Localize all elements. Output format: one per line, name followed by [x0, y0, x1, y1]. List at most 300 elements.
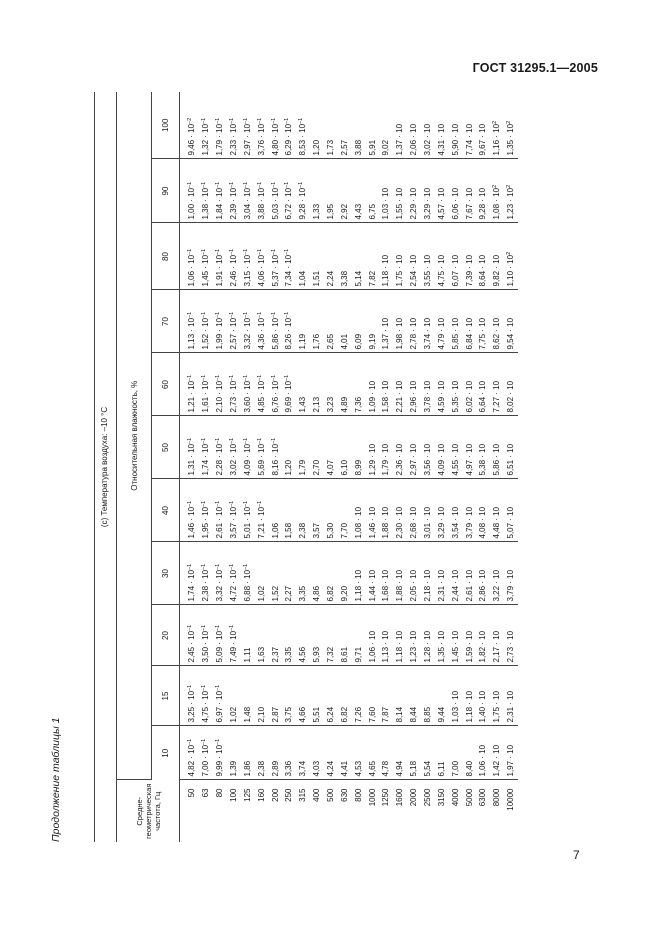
attenuation-value-cell: 1,79: [296, 416, 310, 479]
attenuation-value-cell: 8,85: [421, 666, 435, 726]
attenuation-value-cell: 2,06 · 10: [407, 92, 421, 159]
attenuation-value-cell: 8,02 · 10: [504, 353, 518, 416]
attenuation-value-cell: 5,51: [310, 666, 324, 726]
attenuation-value-cell: 1,55 · 10: [393, 159, 407, 223]
attenuation-value-cell: 6,11: [435, 726, 449, 780]
attenuation-value-cell: 2,86 · 10: [476, 542, 490, 605]
attenuation-value-cell: $2,39 \cdot 10^{-1}$: [227, 159, 241, 223]
attenuation-value-cell: 6,02 · 10: [462, 353, 476, 416]
attenuation-value-cell: $5,37 \cdot 10^{-1}$: [268, 223, 282, 290]
attenuation-value-cell: $1,10 \cdot 10^2$: [504, 223, 518, 290]
attenuation-value-cell: 1,88 · 10: [379, 479, 393, 542]
table-row: [407, 92, 421, 842]
frequency-cell: 400: [312, 788, 322, 802]
attenuation-value-cell: 1,42 · 10: [490, 726, 504, 780]
table-row: [310, 92, 324, 842]
attenuation-value-cell: 2,87: [268, 666, 282, 726]
attenuation-value-cell: $1,31 \cdot 10^{-1}$: [180, 416, 199, 479]
attenuation-value-cell: 3,36: [282, 726, 296, 780]
attenuation-value-cell: $6,97 \cdot 10^{-1}$: [213, 666, 227, 726]
attenuation-value-cell: 6,10: [338, 416, 352, 479]
table-row: [379, 92, 393, 842]
attenuation-value-cell: 4,66: [296, 666, 310, 726]
attenuation-value-cell: 8,99: [351, 416, 365, 479]
attenuation-value-cell: 4,07: [324, 416, 338, 479]
attenuation-value-cell: 1,88 · 10: [393, 542, 407, 605]
attenuation-value-cell: $1,21 \cdot 10^{-1}$: [180, 353, 199, 416]
attenuation-value-cell: 4,59 · 10: [435, 353, 449, 416]
attenuation-value-cell: 6,06 · 10: [448, 159, 462, 223]
attenuation-value-cell: 2,61 · 10: [462, 542, 476, 605]
attenuation-value-cell: $5,01 \cdot 10^{-1}$: [241, 479, 255, 542]
attenuation-value-cell: 7,75 · 10: [476, 290, 490, 353]
attenuation-value-cell: 6,24: [324, 666, 338, 726]
attenuation-value-cell: 4,65: [365, 726, 379, 780]
frequency-cell: 630: [339, 788, 349, 802]
attenuation-value-cell: $9,99 \cdot 10^{-1}$: [213, 726, 227, 780]
attenuation-value-cell: $3,76 \cdot 10^{-1}$: [254, 92, 268, 159]
frequency-cell: 63: [201, 788, 211, 798]
attenuation-value-cell: 1,46 · 10: [365, 479, 379, 542]
attenuation-value-cell: 1,28 · 10: [421, 605, 435, 666]
frequency-cell: 6300: [478, 788, 488, 807]
attenuation-value-cell: 4,43: [351, 159, 365, 223]
table-row: [462, 92, 476, 842]
attenuation-value-cell: $1,45 \cdot 10^{-1}$: [199, 223, 213, 290]
attenuation-value-cell: 1,33: [310, 159, 324, 223]
attenuation-value-cell: 6,82: [324, 542, 338, 605]
attenuation-value-cell: 1,79 · 10: [379, 416, 393, 479]
attenuation-value-cell: 5,14: [351, 223, 365, 290]
attenuation-value-cell: 1,63: [254, 605, 268, 666]
table-row: [448, 92, 462, 842]
attenuation-value-cell: 1,97 · 10: [504, 726, 518, 780]
frequency-cell: 80: [215, 788, 225, 798]
frequency-cell: 200: [270, 788, 280, 802]
frequency-cell: 2000: [409, 788, 419, 807]
attenuation-value-cell: 1,20: [282, 416, 296, 479]
attenuation-value-cell: $1,32 \cdot 10^{-1}$: [199, 92, 213, 159]
frequency-cell: 50: [180, 780, 199, 842]
attenuation-value-cell: 9,67 · 10: [476, 92, 490, 159]
attenuation-value-cell: 4,53: [351, 726, 365, 780]
attenuation-value-cell: 3,35: [296, 542, 310, 605]
attenuation-value-cell: $4,80 \cdot 10^{-1}$: [268, 92, 282, 159]
attenuation-value-cell: 6,82: [338, 666, 352, 726]
table-row: [324, 92, 338, 842]
attenuation-value-cell: 7,67 · 10: [462, 159, 476, 223]
attenuation-value-cell: 6,75: [365, 159, 379, 223]
attenuation-value-cell: $6,76 \cdot 10^{-1}$: [268, 353, 282, 416]
humidity-value-header: 100: [152, 92, 180, 159]
attenuation-value-cell: 9,19: [365, 290, 379, 353]
attenuation-value-cell: 2,37: [268, 605, 282, 666]
attenuation-value-cell: 1,76: [310, 290, 324, 353]
attenuation-value-cell: 2,96 · 10: [407, 353, 421, 416]
humidity-value-header: 80: [152, 223, 180, 290]
attenuation-value-cell: 1,40 · 10: [476, 666, 490, 726]
attenuation-value-cell: $6,88 \cdot 10^{-1}$: [241, 542, 255, 605]
attenuation-value-cell: 8,14: [393, 666, 407, 726]
frequency-cell: 1250: [381, 788, 391, 807]
attenuation-value-cell: 1,68 · 10: [379, 542, 393, 605]
attenuation-value-cell: 1,37 · 10: [379, 290, 393, 353]
attenuation-value-cell: $1,16 \cdot 10^2$: [490, 92, 504, 159]
attenuation-value-cell: $5,09 \cdot 10^{-1}$: [213, 605, 227, 666]
attenuation-value-cell: $1,38 \cdot 10^{-1}$: [199, 159, 213, 223]
attenuation-value-cell: 1,18 · 10: [393, 605, 407, 666]
attenuation-value-cell: 4,41: [338, 726, 352, 780]
attenuation-value-cell: 1,06 · 10: [476, 726, 490, 780]
table-row: [490, 92, 504, 842]
attenuation-value-cell: 5,93: [310, 605, 324, 666]
attenuation-value-cell: 3,54 · 10: [448, 479, 462, 542]
attenuation-value-cell: 9,20: [338, 542, 352, 605]
attenuation-value-cell: 7,00: [448, 726, 462, 780]
page-number: 7: [573, 848, 580, 862]
attenuation-value-cell: 6,84 · 10: [462, 290, 476, 353]
attenuation-value-cell: 1,02: [227, 666, 241, 726]
attenuation-value-cell: 2,57: [338, 92, 352, 159]
attenuation-value-cell: $8,26 \cdot 10^{-1}$: [282, 290, 296, 353]
attenuation-value-cell: $4,06 \cdot 10^{-1}$: [254, 223, 268, 290]
attenuation-value-cell: 3,23: [324, 353, 338, 416]
attenuation-value-cell: 4,31 · 10: [435, 92, 449, 159]
attenuation-value-cell: 1,48: [241, 666, 255, 726]
attenuation-value-cell: 1,03 · 10: [379, 159, 393, 223]
attenuation-value-cell: $1,61 \cdot 10^{-1}$: [199, 353, 213, 416]
attenuation-value-cell: $5,69 \cdot 10^{-1}$: [254, 416, 268, 479]
attenuation-value-cell: 1,03 · 10: [448, 666, 462, 726]
attenuation-value-cell: 1,06 · 10: [365, 605, 379, 666]
attenuation-value-cell: $9,69 \cdot 10^{-1}$: [282, 353, 296, 416]
attenuation-value-cell: $1,74 \cdot 10^{-1}$: [180, 542, 199, 605]
attenuation-value-cell: $4,82 \cdot 10^{-1}$: [180, 726, 199, 780]
attenuation-value-cell: 1,13 · 10: [379, 605, 393, 666]
attenuation-value-cell: 9,44: [435, 666, 449, 726]
attenuation-value-cell: 5,18: [407, 726, 421, 780]
attenuation-value-cell: 4,78: [379, 726, 393, 780]
frequency-cell: 2500: [422, 788, 432, 807]
attenuation-value-cell: 4,97 · 10: [462, 416, 476, 479]
attenuation-value-cell: 8,44: [407, 666, 421, 726]
table-row: [421, 92, 435, 842]
attenuation-value-cell: $3,02 \cdot 10^{-1}$: [227, 416, 241, 479]
attenuation-value-cell: 7,27 · 10: [490, 353, 504, 416]
table-row: [296, 92, 310, 842]
table-row: [227, 92, 241, 842]
frequency-cell: 500: [325, 788, 335, 802]
attenuation-value-cell: 1,43: [296, 353, 310, 416]
attenuation-value-cell: 1,18 · 10: [379, 223, 393, 290]
attenuation-value-cell: $2,10 \cdot 10^{-1}$: [213, 353, 227, 416]
attenuation-value-cell: 1,98 · 10: [393, 290, 407, 353]
attenuation-value-cell: 7,74 · 10: [462, 92, 476, 159]
attenuation-value-cell: 7,82: [365, 223, 379, 290]
attenuation-value-cell: 2,68 · 10: [407, 479, 421, 542]
attenuation-value-cell: 1,11: [241, 605, 255, 666]
frequency-cell: 3150: [436, 788, 446, 807]
attenuation-value-cell: 2,73 · 10: [504, 605, 518, 666]
table-row: [504, 92, 518, 842]
attenuation-value-cell: $3,32 \cdot 10^{-1}$: [241, 290, 255, 353]
attenuation-value-cell: 5,07 · 10: [504, 479, 518, 542]
frequency-header-cell: Средне-геометрическая частота, Гц: [116, 780, 179, 842]
attenuation-value-cell: $2,33 \cdot 10^{-1}$: [227, 92, 241, 159]
attenuation-value-cell: $4,72 \cdot 10^{-1}$: [227, 542, 241, 605]
attenuation-value-cell: 3,22 · 10: [490, 542, 504, 605]
attenuation-value-cell: 2,54 · 10: [407, 223, 421, 290]
attenuation-value-cell: 4,94: [393, 726, 407, 780]
attenuation-value-cell: $2,46 \cdot 10^{-1}$: [227, 223, 241, 290]
frequency-cell: 160: [256, 788, 266, 802]
frequency-cell: 800: [353, 788, 363, 802]
attenuation-value-cell: $1,91 \cdot 10^{-1}$: [213, 223, 227, 290]
frequency-cell: 250: [284, 788, 294, 802]
attenuation-value-cell: 7,39 · 10: [462, 223, 476, 290]
absorption-table: [94, 92, 518, 842]
attenuation-value-cell: $2,97 \cdot 10^{-1}$: [241, 92, 255, 159]
attenuation-value-cell: $7,49 \cdot 10^{-1}$: [227, 605, 241, 666]
attenuation-value-cell: $2,28 \cdot 10^{-1}$: [213, 416, 227, 479]
document-code: ГОСТ 31295.1—2005: [472, 61, 598, 75]
attenuation-value-cell: 3,75: [282, 666, 296, 726]
attenuation-value-cell: 3,78 · 10: [421, 353, 435, 416]
attenuation-value-cell: 1,75 · 10: [490, 666, 504, 726]
table-caption: (с) Температура воздуха: –10 °С: [100, 406, 110, 528]
table-row: [282, 92, 296, 842]
attenuation-value-cell: 5,85 · 10: [448, 290, 462, 353]
humidity-value-header: 50: [152, 416, 180, 479]
attenuation-value-cell: 1,04: [296, 223, 310, 290]
attenuation-value-cell: 7,36: [351, 353, 365, 416]
attenuation-value-cell: $1,35 \cdot 10^2$: [504, 92, 518, 159]
humidity-header: Относительная влажность, %: [116, 92, 151, 780]
attenuation-value-cell: 5,86 · 10: [490, 416, 504, 479]
attenuation-value-cell: 2,38: [296, 479, 310, 542]
attenuation-value-cell: 7,26: [351, 666, 365, 726]
attenuation-value-cell: 9,54 · 10: [504, 290, 518, 353]
attenuation-value-cell: 1,59 · 10: [462, 605, 476, 666]
attenuation-value-cell: $2,57 \cdot 10^{-1}$: [227, 290, 241, 353]
attenuation-value-cell: 5,54: [421, 726, 435, 780]
attenuation-value-cell: 5,35 · 10: [448, 353, 462, 416]
attenuation-value-cell: $1,13 \cdot 10^{-1}$: [180, 290, 199, 353]
attenuation-value-cell: $8,53 \cdot 10^{-1}$: [296, 92, 310, 159]
attenuation-value-cell: 1,86: [241, 726, 255, 780]
attenuation-value-cell: 2,21 · 10: [393, 353, 407, 416]
attenuation-value-cell: 5,90 · 10: [448, 92, 462, 159]
humidity-value-header: 40: [152, 479, 180, 542]
attenuation-value-cell: 2,97 · 10: [407, 416, 421, 479]
attenuation-value-cell: 2,31 · 10: [504, 666, 518, 726]
attenuation-value-cell: $7,00 \cdot 10^{-1}$: [199, 726, 213, 780]
attenuation-value-cell: 3,74 · 10: [421, 290, 435, 353]
attenuation-value-cell: $5,03 \cdot 10^{-1}$: [268, 159, 282, 223]
attenuation-value-cell: 4,24: [324, 726, 338, 780]
attenuation-value-cell: $1,79 \cdot 10^{-1}$: [213, 92, 227, 159]
attenuation-value-cell: 2,29 · 10: [407, 159, 421, 223]
attenuation-value-cell: $7,21 \cdot 10^{-1}$: [254, 479, 268, 542]
frequency-cell: 5000: [464, 788, 474, 807]
attenuation-value-cell: $4,85 \cdot 10^{-1}$: [254, 353, 268, 416]
table-row: [435, 92, 449, 842]
attenuation-value-cell: 4,56: [296, 605, 310, 666]
attenuation-value-cell: 7,32: [324, 605, 338, 666]
attenuation-value-cell: 3,35: [282, 605, 296, 666]
attenuation-value-cell: 3,55 · 10: [421, 223, 435, 290]
attenuation-value-cell: 2,78 · 10: [407, 290, 421, 353]
attenuation-value-cell: $4,09 \cdot 10^{-1}$: [241, 416, 255, 479]
attenuation-value-cell: 6,64 · 10: [476, 353, 490, 416]
attenuation-value-cell: $1,52 \cdot 10^{-1}$: [199, 290, 213, 353]
attenuation-value-cell: $3,57 \cdot 10^{-1}$: [227, 479, 241, 542]
attenuation-value-cell: 4,57 · 10: [435, 159, 449, 223]
attenuation-value-cell: $3,60 \cdot 10^{-1}$: [241, 353, 255, 416]
attenuation-value-cell: $4,36 \cdot 10^{-1}$: [254, 290, 268, 353]
attenuation-value-cell: 7,70: [338, 479, 352, 542]
humidity-value-header: 30: [152, 542, 180, 605]
attenuation-value-cell: $2,45 \cdot 10^{-1}$: [180, 605, 199, 666]
frequency-cell: 100: [228, 788, 238, 802]
attenuation-value-cell: 1,95: [324, 159, 338, 223]
attenuation-value-cell: $1,06 \cdot 10^{-1}$: [180, 223, 199, 290]
attenuation-value-cell: 4,48 · 10: [490, 479, 504, 542]
attenuation-value-cell: $1,74 \cdot 10^{-1}$: [199, 416, 213, 479]
frequency-cell: 8000: [492, 788, 502, 807]
attenuation-value-cell: 4,08 · 10: [476, 479, 490, 542]
attenuation-value-cell: 2,30 · 10: [393, 479, 407, 542]
attenuation-value-cell: 1,75 · 10: [393, 223, 407, 290]
attenuation-value-cell: 3,79 · 10: [504, 542, 518, 605]
attenuation-value-cell: $3,50 \cdot 10^{-1}$: [199, 605, 213, 666]
attenuation-value-cell: 7,87: [379, 666, 393, 726]
attenuation-value-cell: 2,27: [282, 542, 296, 605]
attenuation-value-cell: 1,52: [268, 542, 282, 605]
attenuation-value-cell: 1,58 · 10: [379, 353, 393, 416]
humidity-value-header: 10: [152, 726, 180, 780]
attenuation-value-cell: 5,38 · 10: [476, 416, 490, 479]
humidity-value-header: 90: [152, 159, 180, 223]
attenuation-value-cell: 4,89: [338, 353, 352, 416]
attenuation-value-cell: 3,56 · 10: [421, 416, 435, 479]
attenuation-value-cell: 9,71: [351, 605, 365, 666]
table-row: [476, 92, 490, 842]
attenuation-value-cell: 3,74: [296, 726, 310, 780]
table-continuation-label: Продолжение таблицы 1: [50, 717, 62, 842]
attenuation-value-cell: 3,02 · 10: [421, 92, 435, 159]
humidity-value-header: 60: [152, 353, 180, 416]
attenuation-value-cell: $1,23 \cdot 10^2$: [504, 159, 518, 223]
attenuation-value-cell: $3,15 \cdot 10^{-1}$: [241, 223, 255, 290]
attenuation-value-cell: 2,10: [254, 666, 268, 726]
table-row: [199, 92, 213, 842]
attenuation-value-cell: $1,08 \cdot 10^2$: [490, 159, 504, 223]
attenuation-value-cell: 8,40: [462, 726, 476, 780]
attenuation-value-cell: 8,61: [338, 605, 352, 666]
table-row: [393, 92, 407, 842]
attenuation-value-cell: 2,36 · 10: [393, 416, 407, 479]
attenuation-value-cell: 4,75 · 10: [435, 223, 449, 290]
frequency-cell: 1600: [395, 788, 405, 807]
attenuation-value-cell: $3,32 \cdot 10^{-1}$: [213, 542, 227, 605]
attenuation-value-cell: 4,03: [310, 726, 324, 780]
attenuation-value-cell: 1,44 · 10: [365, 542, 379, 605]
attenuation-value-cell: $5,86 \cdot 10^{-1}$: [268, 290, 282, 353]
attenuation-value-cell: $1,95 \cdot 10^{-1}$: [199, 479, 213, 542]
frequency-cell: 10000: [506, 788, 516, 811]
attenuation-value-cell: 9,28 · 10: [476, 159, 490, 223]
attenuation-value-cell: 2,65: [324, 290, 338, 353]
attenuation-value-cell: $1,46 \cdot 10^{-1}$: [180, 479, 199, 542]
attenuation-value-cell: 4,09 · 10: [435, 416, 449, 479]
attenuation-value-cell: 8,64 · 10: [476, 223, 490, 290]
attenuation-value-cell: 2,70: [310, 416, 324, 479]
frequency-cell: 4000: [450, 788, 460, 807]
attenuation-value-cell: 4,55 · 10: [448, 416, 462, 479]
frequency-cell: 125: [242, 788, 252, 802]
attenuation-value-cell: 2,89: [268, 726, 282, 780]
attenuation-value-cell: 1,29 · 10: [365, 416, 379, 479]
table-row: [241, 92, 255, 842]
attenuation-value-cell: $1,99 \cdot 10^{-1}$: [213, 290, 227, 353]
table-row: [338, 92, 352, 842]
attenuation-value-cell: 6,51 · 10: [504, 416, 518, 479]
attenuation-value-cell: 1,35 · 10: [435, 605, 449, 666]
attenuation-value-cell: 1,06: [268, 479, 282, 542]
attenuation-value-cell: $1,00 \cdot 10^{-1}$: [180, 159, 199, 223]
attenuation-value-cell: $8,16 \cdot 10^{-1}$: [268, 416, 282, 479]
attenuation-value-cell: 4,01: [338, 290, 352, 353]
attenuation-value-cell: 3,79 · 10: [462, 479, 476, 542]
attenuation-value-cell: 1,18 · 10: [351, 542, 365, 605]
attenuation-value-cell: 2,05 · 10: [407, 542, 421, 605]
humidity-value-header: 70: [152, 290, 180, 353]
attenuation-value-cell: 1,20: [310, 92, 324, 159]
attenuation-value-cell: 1,23 · 10: [407, 605, 421, 666]
table-row: [351, 92, 365, 842]
attenuation-value-cell: 4,86: [310, 542, 324, 605]
attenuation-value-cell: 1,58: [282, 479, 296, 542]
attenuation-value-cell: $1,84 \cdot 10^{-1}$: [213, 159, 227, 223]
attenuation-value-cell: 1,73: [324, 92, 338, 159]
attenuation-value-cell: 5,91: [365, 92, 379, 159]
table-row: [254, 92, 268, 842]
attenuation-value-cell: 3,57: [310, 479, 324, 542]
attenuation-value-cell: $9,28 \cdot 10^{-1}$: [296, 159, 310, 223]
attenuation-value-cell: 7,60: [365, 666, 379, 726]
attenuation-value-cell: 3,29 · 10: [435, 479, 449, 542]
attenuation-value-cell: 1,18 · 10: [462, 666, 476, 726]
attenuation-value-cell: 6,07 · 10: [448, 223, 462, 290]
frequency-cell: 1000: [367, 788, 377, 807]
attenuation-value-cell: $7,34 \cdot 10^{-1}$: [282, 223, 296, 290]
rotated-table-block: [50, 92, 522, 842]
attenuation-value-cell: 2,31 · 10: [435, 542, 449, 605]
table-row: [268, 92, 282, 842]
attenuation-value-cell: $2,73 \cdot 10^{-1}$: [227, 353, 241, 416]
attenuation-value-cell: 1,45 · 10: [448, 605, 462, 666]
attenuation-value-cell: $3,04 \cdot 10^{-1}$: [241, 159, 255, 223]
attenuation-value-cell: 1,82 · 10: [476, 605, 490, 666]
table-row: [180, 92, 199, 842]
attenuation-value-cell: 6,09: [351, 290, 365, 353]
attenuation-value-cell: 2,24: [324, 223, 338, 290]
attenuation-value-cell: 2,18 · 10: [421, 542, 435, 605]
attenuation-value-cell: 3,38: [338, 223, 352, 290]
attenuation-value-cell: 2,92: [338, 159, 352, 223]
table-row: [365, 92, 379, 842]
